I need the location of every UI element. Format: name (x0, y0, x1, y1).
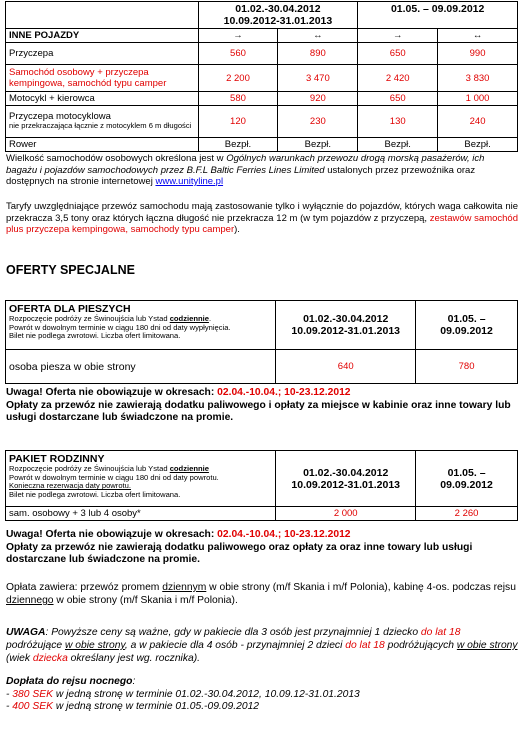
price-cell: 2 000 (276, 507, 416, 521)
offer-period-2: 01.05. – 09.09.2012 (416, 301, 518, 350)
note-text: Taryfy uwzględniające przewóz samochodu mają zastosowanie tylko i wyłącznie do pojazdów, których waga całkowita nie przekracza 3,5 tony oraz których łączna długość nie przekracza 12 m (w tym pojazdów z przyczepą, (6, 201, 518, 224)
row-label-cell (6, 106, 199, 138)
price-cell: 990 (438, 43, 518, 65)
night-price: 380 SEK (12, 688, 53, 700)
night-price: 400 SEK (12, 701, 53, 712)
note-text: ustalonych przez przewoźnika oraz dostępnych na stronie internetowej (6, 164, 476, 187)
uwaga-text: , a w pakiecie dla 4 osób - przynajmniej 2 dzieci (124, 640, 346, 651)
row-label: Przyczepa (6, 43, 199, 65)
offer-text: Rozpoczęcie podróży ze Świnoujścia lub Ystad (9, 464, 170, 473)
offer-line: Bilet nie podlega zwrotowi. Liczba ofert limitowana. (9, 489, 181, 499)
price-cell: 640 (276, 350, 416, 384)
warning-text: Uwaga! Oferta nie obowiązuje w okresach: (6, 529, 218, 540)
warning-fees: Opłaty za przewóz nie zawierają dodatku paliwowego oraz opłaty za oraz inne towary lub usługi dostarczane lub świadczone na promie. (6, 541, 473, 565)
uwaga-text: (wiek (6, 653, 33, 664)
pedestrian-warning (6, 387, 518, 425)
price-cell: 120 (198, 106, 278, 138)
uwaga-underlined: w obie strony (64, 640, 125, 651)
row-label: Przyczepa motocyklowa (9, 111, 111, 123)
row-label: osoba piesza w obie strony (6, 350, 276, 384)
uwaga-text: podróżujących (384, 640, 457, 651)
price-cell: 650 (358, 92, 438, 106)
night-title-line (6, 676, 518, 689)
night-title: Dopłata do rejsu nocnego (6, 676, 133, 687)
note-text: Wielkość samochodów osobowych określona jest w (6, 153, 227, 164)
offer-description (6, 301, 276, 350)
warning-line (6, 387, 518, 400)
price-cell: 3 830 (438, 65, 518, 92)
night-line-1 (6, 689, 518, 702)
vehicle-size-note (6, 153, 518, 188)
night-line-2 (6, 701, 518, 714)
price-cell: Bezpł. (278, 138, 358, 152)
offer-line: Bilet nie podlega zwrotowi. Liczba ofert limitowana. (9, 331, 181, 341)
arrow-one-way-icon: → (358, 29, 438, 43)
row-label: sam. osobowy + 3 lub 4 osoby* (6, 507, 276, 521)
offer-title: PAKIET RODZINNY (9, 453, 105, 465)
uwaga-text: : Powyższe ceny są ważne, gdy w pakiecie dla 3 osób jest przynajmniej 1 dziecko (45, 627, 421, 638)
night-text: w jedną stronę w terminie 01.02.-30.04.2012, 10.09.12-31.01.2013 (52, 688, 360, 700)
price-cell: Bezpł. (358, 138, 438, 152)
price-cell: 650 (358, 43, 438, 65)
table-row (6, 106, 518, 138)
family-warning (6, 529, 518, 567)
price-cell: 780 (416, 350, 518, 384)
header-blank (6, 2, 199, 29)
price-cell: 580 (198, 92, 278, 106)
family-package-table (5, 450, 518, 521)
uwaga-text: określany jest wg. rocznika). (67, 653, 201, 664)
price-cell: 240 (438, 106, 518, 138)
warning-dates: 02.04.-10.04.; 10-23.12.2012 (217, 387, 351, 398)
offer-daily: codziennie (169, 464, 209, 473)
vehicle-price-table (5, 1, 518, 152)
night-dash: - (6, 688, 13, 700)
note-text: ). (234, 224, 240, 235)
pedestrian-offer-table (5, 300, 518, 384)
uwaga-underlined: w obie strony (456, 640, 518, 651)
row-sublabel: nie przekraczająca łącznie z motocyklem 6 m długości (9, 121, 192, 131)
includes-text: w obie strony (m/f Skania i m/f Polonia), kabinę 4-os. podczas rejsu (206, 582, 516, 593)
offer-line: Konieczna rezerwacja daty powrotu. (9, 481, 131, 491)
table-row (6, 507, 518, 521)
offer-line: Powrót w dowolnym terminie w ciągu 180 dni od daty wypłynięcia. (9, 322, 231, 332)
offer-text: Rozpoczęcie podróży ze Świnoujścia lub Ystad (9, 314, 170, 323)
night-dash: - (6, 701, 13, 712)
table-row (6, 138, 518, 152)
row-label: Samochód osobowy + przyczepa kempingowa, samochód typu camper (6, 65, 199, 92)
arrow-one-way-icon: → (198, 29, 278, 43)
arrow-return-icon: ↔ (278, 29, 358, 43)
offer-daily: codziennie (169, 314, 209, 323)
price-cell: 230 (278, 106, 358, 138)
price-cell: 890 (278, 43, 358, 65)
table-row (6, 65, 518, 92)
price-cell: 3 470 (278, 65, 358, 92)
includes-underlined: dziennym (162, 582, 207, 593)
table-row (6, 350, 518, 384)
uwaga-red: dziecka (32, 653, 68, 664)
price-cell: 130 (358, 106, 438, 138)
offer-period-2: 01.05. – 09.09.2012 (416, 451, 518, 507)
table-row (6, 92, 518, 106)
price-cell: 2 260 (416, 507, 518, 521)
offer-period-1: 01.02.-30.04.2012 10.09.2012-31.01.2013 (276, 451, 416, 507)
offer-description (6, 451, 276, 507)
period-header-1: 01.02.-30.04.2012 10.09.2012-31.01.2013 (198, 2, 358, 29)
night-colon: : (132, 676, 136, 687)
arrow-return-icon: ↔ (438, 29, 518, 43)
conditions-note (6, 626, 518, 665)
unityline-link[interactable]: www.unityline.pl (155, 176, 224, 187)
uwaga-red: do lat 18 (345, 640, 385, 651)
includes-text: w obie strony (m/f Skania i m/f Polonia). (53, 595, 238, 606)
includes-underlined: dziennego (6, 595, 54, 606)
package-includes (6, 581, 518, 607)
price-cell: 2 200 (198, 65, 278, 92)
note-red-text: zestawów samochód plus przyczepa kempingowa, samochody typu camper (6, 212, 518, 235)
offer-period-1: 01.02.-30.04.2012 10.09.2012-31.01.2013 (276, 301, 416, 350)
uwaga-red: do lat 18 (420, 627, 461, 638)
price-cell: 1 000 (438, 92, 518, 106)
price-cell: 560 (198, 43, 278, 65)
special-offers-heading: OFERTY SPECJALNE (6, 263, 135, 277)
period-header-2: 01.05. – 09.09.2012 (358, 2, 518, 29)
uwaga-text: podróżujące (6, 640, 65, 651)
price-cell: Bezpł. (198, 138, 278, 152)
uwaga-label: UWAGA (6, 627, 46, 638)
section-label: INNE POJAZDY (6, 29, 199, 43)
offer-text: . (208, 314, 212, 323)
night-surcharge (6, 676, 518, 714)
warning-line (6, 529, 518, 542)
warning-text: Uwaga! Oferta nie obowiązuje w okresach: (6, 387, 218, 398)
row-label: Rower (6, 138, 199, 152)
warning-fees: Opłaty za przewóz nie zawierają dodatku paliwowego i opłaty za miejsce w kabinie oraz inne towary lub usługi dostarczane lub świadczone na promie. (6, 399, 511, 423)
warning-dates: 02.04.-10.04.; 10-23.12.2012 (217, 529, 351, 540)
price-cell: Bezpł. (438, 138, 518, 152)
table-row (6, 43, 518, 65)
offer-title: OFERTA DLA PIESZYCH (9, 303, 131, 315)
tariff-note (6, 201, 518, 236)
price-cell: 920 (278, 92, 358, 106)
night-text: w jedną stronę w terminie 01.05.-09.09.2012 (52, 701, 260, 712)
includes-text: Opłata zawiera: przewóz promem (6, 582, 163, 593)
note-italic: Ogólnych warunkach przewozu drogą morską pasażerów, ich bagażu i pojazdów samochodowych przez B.F.L Baltic Ferries Lines Limited (6, 153, 485, 176)
offer-line: Powrót w dowolnym terminie w ciągu 180 dni od daty powrotu. (9, 472, 219, 482)
price-cell: 2 420 (358, 65, 438, 92)
row-label: Motocykl + kierowca (6, 92, 199, 106)
